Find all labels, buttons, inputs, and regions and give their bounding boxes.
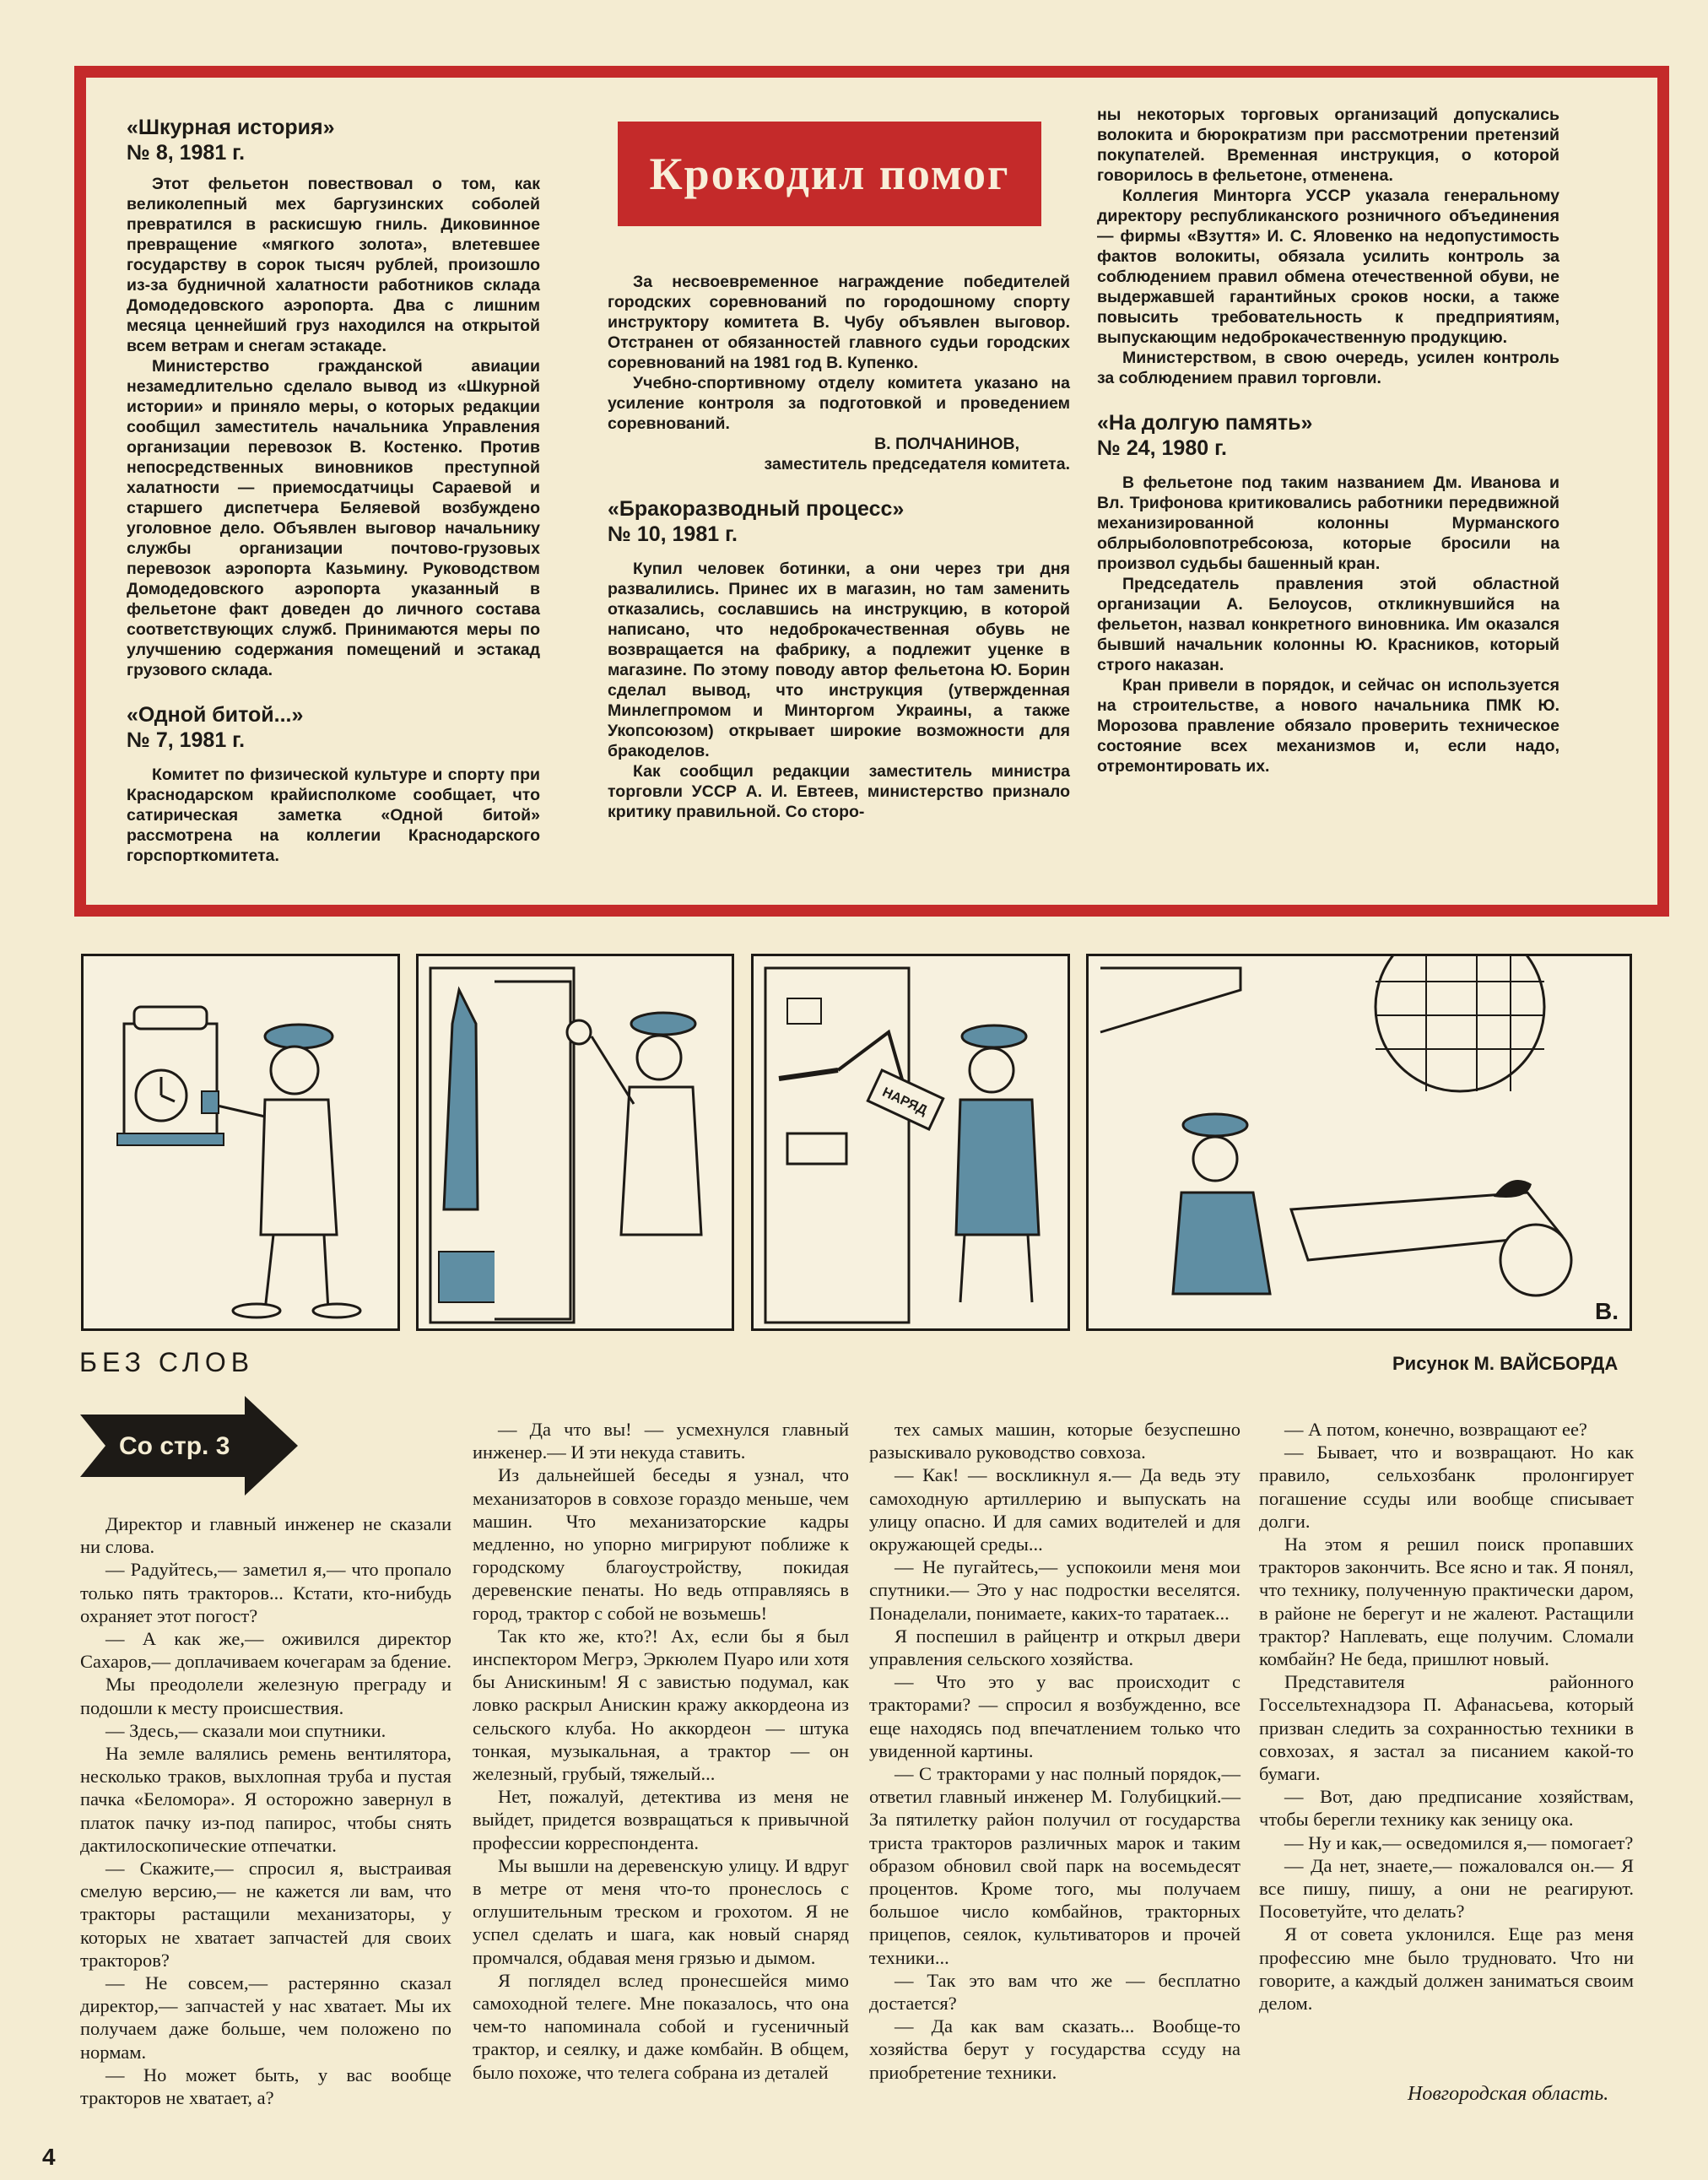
story-paragraph: — Не пугайтесь,— успокоили меня мои спутники.— Это у нас подростки веселятся. Понаделали, понимаете, каких-то таратаек... xyxy=(869,1556,1240,1624)
story-paragraph: Из дальнейшей беседы я узнал, что механизаторов в совхозе гораздо меньше, чем машин. Что механизаторские кадры медленно, но упорно мигрируют поближе к городскому благоустройству, покидая деревенские пенаты. Но ведь отправляясь в город, трактор с собой не возьмешь! xyxy=(473,1464,849,1624)
story-paragraph: — Вот, даю предписание хозяйствам, чтобы берегли технику как зеницу ока. xyxy=(1259,1786,1634,1831)
krokodil-pomog-banner xyxy=(618,122,1041,226)
arrow-label: Со стр. 3 xyxy=(119,1432,230,1460)
comic-panel-2 xyxy=(416,954,734,1331)
paragraph: Этот фельетон повествовал о том, как великолепный мех баргузинских соболей превратился в раскисшую гниль. Диковинное превращение «мягкого золота», влетевшее государству в сорок тысяч рублей, произошло из-за будничной халатности работников склада Домодедовского аэропорта. Два с лишним месяца ценнейший груз находился на открытой всем ветрам и снегам эстакаде. xyxy=(127,175,540,355)
comic-panel-3 xyxy=(751,954,1070,1331)
paragraph: Учебно-спортивному отделу комитета указано на усиление контроля за подготовкой и проведением соревнований. xyxy=(608,374,1070,433)
story-paragraph: Директор и главный инженер не сказали ни слова. xyxy=(80,1513,451,1558)
paragraph: Министерством, в свою очередь, усилен контроль за соблюдением правил торговли. xyxy=(1097,349,1559,387)
work-order-machine-illustration xyxy=(754,956,1068,1328)
story-paragraph: — Бывает, что и возвращают. Но как правило, сельхозбанк пролонгирует погашение ссуды или вообще списывает долги. xyxy=(1259,1442,1634,1532)
story-paragraph: тех самых машин, которые безуспешно разыскивало руководство совхоза. xyxy=(869,1419,1240,1463)
story-paragraph: Так кто же, кто?! Ах, если бы я был инспектором Мегрэ, Эркюлем Пуаро или хотя бы Анискиным! Я с завистью подумал, как ловко раскрыл Анискин кражу аккордеона из сельского клуба. Но аккордеон — штука тонкая, музыкальная, а трактор — он железный, грубый, тяжелый... xyxy=(473,1625,849,1785)
story-paragraph: Мы вышли на деревенскую улицу. И вдруг в метре от меня что-то пронеслось с оглушительным треском и грохотом. Я не успел сделать и шага, как новый снаряд промчался, обдавая меня грязью и дымом. xyxy=(473,1854,849,1968)
story-paragraph: Я от совета уклонился. Еще раз меня профессию мне было трудновато. Что ни говорите, а каждый должен заниматься своим делом. xyxy=(1259,1923,1634,2015)
time-clock-illustration xyxy=(84,956,397,1328)
story-column-1 xyxy=(80,1512,451,2109)
story-paragraph: — А как же,— оживился директор Сахаров,— доплачиваем кочегарам за бдение. xyxy=(80,1628,451,1673)
story-paragraph: Нет, пожалуй, детектива из меня не выйдет, придется возвращаться к привычной профессии корреспондента. xyxy=(473,1786,849,1853)
signature-name: В. ПОЛЧАНИНОВ, xyxy=(874,435,1019,453)
story-column-4 xyxy=(1259,1418,1634,2015)
artist-mark: В. xyxy=(1595,1298,1619,1324)
story-paragraph: — А потом, конечно, возвращают ее? xyxy=(1284,1419,1587,1440)
signature-title: заместитель председателя комитета. xyxy=(764,455,1070,473)
story-paragraph: — Что это у вас происходит с тракторами? — спросил я возбужденно, все еще находясь под впечатлением только что увиденной картины. xyxy=(869,1671,1240,1761)
story-paragraph: — Так это вам что же — бесплатно достается? xyxy=(869,1969,1240,2015)
story-paragraph: — Ну и как,— осведомился я,— помогает? xyxy=(1284,1831,1634,1853)
nayad-sign-text: НАРЯД xyxy=(879,1085,930,1118)
comic-caption: БЕЗ СЛОВ xyxy=(79,1347,255,1377)
locker-illustration xyxy=(419,956,732,1328)
heading-brakorazvodny: «Бракоразводный процесс» xyxy=(608,497,905,521)
story-paragraph: — Скажите,— спросил я, выстраивая смелую версию,— не кажется ли вам, что тракторы растащили механизаторы, у которых не хватает запчастей для своих тракторов? xyxy=(80,1858,451,1971)
story-paragraph: — Здесь,— сказали мои спутники. xyxy=(105,1719,386,1741)
story-paragraph: — Радуйтесь,— заметил я,— что пропало только пять тракторов... Кстати, кто-нибудь охраняет этот погост? xyxy=(80,1559,451,1626)
banner-title: Крокодил помог xyxy=(649,149,1010,199)
heading-odnoy-bitoy: «Одной битой...» xyxy=(127,703,304,727)
paragraph: За несвоевременное награждение победителей городских соревнований по городошному спорту инструктору комитета В. Чубу объявлен выговор. Отстранен от обязанностей главного судьи городских соревнований на 1981 год В. Купенко. xyxy=(608,273,1070,372)
heading-na-dolguyu-pamyat-issue: № 24, 1980 г. xyxy=(1097,436,1227,460)
story-paragraph: — С тракторами у нас полный порядок,— ответил главный инженер М. Голубицкий.— За пятилетку район получил от государства триста тракторов различных марок и таким образом обновил свой парк на восемьдесят процентов. Кроме того, мы получаем большое число комбайнов, тракторных прицепов, сеялок, культиваторов и прочей техники... xyxy=(869,1763,1240,1968)
paragraph: Комитет по физической культуре и спорту при Краснодарском крайисполкоме сообщает, что сатирическая заметка «Одной битой» рассмотрена на коллегии Краснодарского горспорткомитета. xyxy=(127,765,540,865)
paragraph: В фельетоне под таким названием Дм. Иванова и Вл. Трифонова критиковались работники передвижной механизированной колонны Мурманского облрыболовпотребсоюза, которые бросили на произвол судьбы башенный кран. xyxy=(1097,473,1559,573)
box-column-1 xyxy=(127,115,540,866)
heading-odnoy-bitoy-issue: № 7, 1981 г. xyxy=(127,728,246,752)
paragraph: Коллегия Минторга УССР указала генеральному директору республиканского розничного объединения — фирмы «Взуття» И. С. Яловенко на недопустимость фактов волокиты, обязала усилить контроль за соблюдением правил обмена отечественной обуви, не выдержавшей гарантийных сроков носки, а также повысить требовательность к предприятиям, выпускающим недоброкачественную продукцию. xyxy=(1097,187,1559,347)
paragraph: ны некоторых торговых организаций допускались волокита и бюрократизм при рассмотрении претензий покупателей. Временная инструкция, о которой говорилось в фельетоне, отменена. xyxy=(1097,105,1559,185)
page-number: 4 xyxy=(42,2144,56,2170)
story-column-2 xyxy=(473,1418,849,2084)
continued-from-page-arrow xyxy=(80,1396,300,1496)
story-paragraph: Мы преодолели железную преграду и подошли к месту происшествия. xyxy=(80,1674,451,1718)
story-paragraph: — Да как вам сказать... Вообще-то хозяйства берут у государства ссуду на приобретение техники. xyxy=(869,2015,1240,2083)
story-paragraph: Представителя районного Госсельтехнадзора П. Афанасьева, который призван следить за сохранностью техники в совхозах, я застал за писанием какой-то бумаги. xyxy=(1259,1671,1634,1785)
comic-panel-1 xyxy=(81,954,400,1331)
wheelbarrow-illustration xyxy=(1089,956,1630,1328)
story-paragraph: Я поспешил в райцентр и открыл двери управления сельского хозяйства. xyxy=(869,1625,1240,1670)
paragraph: Министерство гражданской авиации незамедлительно сделало вывод из «Шкурной истории» и приняло меры, о которых редакции сообщил заместитель начальника Управления организации перевозок В. Костенко. Против непосредственных виновников преступной халатности — приемосдатчицы Сараевой и старшего диспетчера Беляевой возбуждено уголовное дело. Объявлен выговор начальнику службы организации почтово-грузовых перевозок аэропорта Казьмину. Руководством Домодедовского аэропорта указанный в фельетоне факт доведен до личного состава соответствующих служб. Принимаются меры по улучшению содержания помещений и эстакад грузового склада. xyxy=(127,357,540,679)
story-paragraph: На земле валялись ремень вентилятора, несколько траков, выхлопная труба и пустая пачка «Беломора». Я осторожно завернул в платок пачку из-под папирос, чтобы снять дактилоскопические отпечатки. xyxy=(80,1743,451,1856)
story-paragraph: — Но может быть, у вас вообще тракторов не хватает, а? xyxy=(80,2064,451,2109)
paragraph: Купил человек ботинки, а они через три дня развалились. Принес их в магазин, но там заменить отказались, сославшись на инструкцию, в которой написано, что недоброкачественная обувь не возвращается на фабрику, а подлежит уценке в магазине. По этому поводу автор фельетона Ю. Борин сделал вывод, что инструкция (утвержденная Минлегпромом и Минторгом Украины, а также Укопсоюзом) открывает широкие возможности для бракоделов. xyxy=(608,560,1070,760)
story-paragraph: — Да нет, знаете,— пожаловался он.— Я все пишу, пишу, а они не реагируют. Посоветуйте, что делать? xyxy=(1259,1854,1634,1923)
heading-shkurnaya-issue: № 8, 1981 г. xyxy=(127,141,246,165)
box-column-3 xyxy=(1097,105,1559,776)
story-paragraph: Я поглядел вслед пронесшейся мимо самоходной телеге. Мне показалось, что она чем-то напоминала собой и гусеничный трактор, и сеялку, и даже комбайн. В общем, было похоже, что телега собрана из деталей xyxy=(473,1969,849,2083)
comic-credit: Рисунок М. ВАЙСБОРДА xyxy=(1392,1353,1619,1374)
paragraph: Как сообщил редакции заместитель министра торговли УССР А. И. Евтеев, министерство признало критику правильной. Со сторо- xyxy=(608,762,1070,821)
story-paragraph: — Не совсем,— растерянно сказал директор,— запчастей у нас хватает. Мы их получаем даже больше, чем положено по нормам. xyxy=(80,1972,451,2063)
region-signature: Новгородская область. xyxy=(1408,2083,1609,2105)
story-paragraph: На этом я решил поиск пропавших тракторов закончить. Все ясно и так. Я понял, что технику, полученную практически даром, в районе не берегут и не жалеют. Растащили трактор? Наплевать, еще получим. Сломали комбайн? Не беда, пришлют новый. xyxy=(1259,1534,1634,1670)
heading-shkurnaya: «Шкурная история» xyxy=(127,116,335,139)
comic-panel-4 xyxy=(1086,954,1632,1331)
paragraph: Кран привели в порядок, и сейчас он используется на строительстве, а нового начальника ПМК Ю. Морозова правление обязало проверить техническое состояние всех механизмов и, если надо, отремонтировать их. xyxy=(1097,676,1559,776)
paragraph: Председатель правления этой областной организации А. Белоусов, откликнувшийся на фельетон, назвал конкретного виновника. Им оказался бывший начальник колонны Ю. Красников, который строго наказан. xyxy=(1097,575,1559,674)
story-paragraph: — Да что вы! — усмехнулся главный инженер.— И эти некуда ставить. xyxy=(473,1419,849,1463)
story-column-3 xyxy=(869,1418,1240,2084)
heading-na-dolguyu-pamyat: «На долгую память» xyxy=(1097,411,1313,435)
box-column-2 xyxy=(608,272,1070,822)
heading-brakorazvodny-issue: № 10, 1981 г. xyxy=(608,522,738,546)
story-paragraph: — Как! — воскликнул я.— Да ведь эту самоходную артиллерию и выпускать на улицу опасно. И для самих водителей и для окружающей среды... xyxy=(869,1464,1240,1555)
